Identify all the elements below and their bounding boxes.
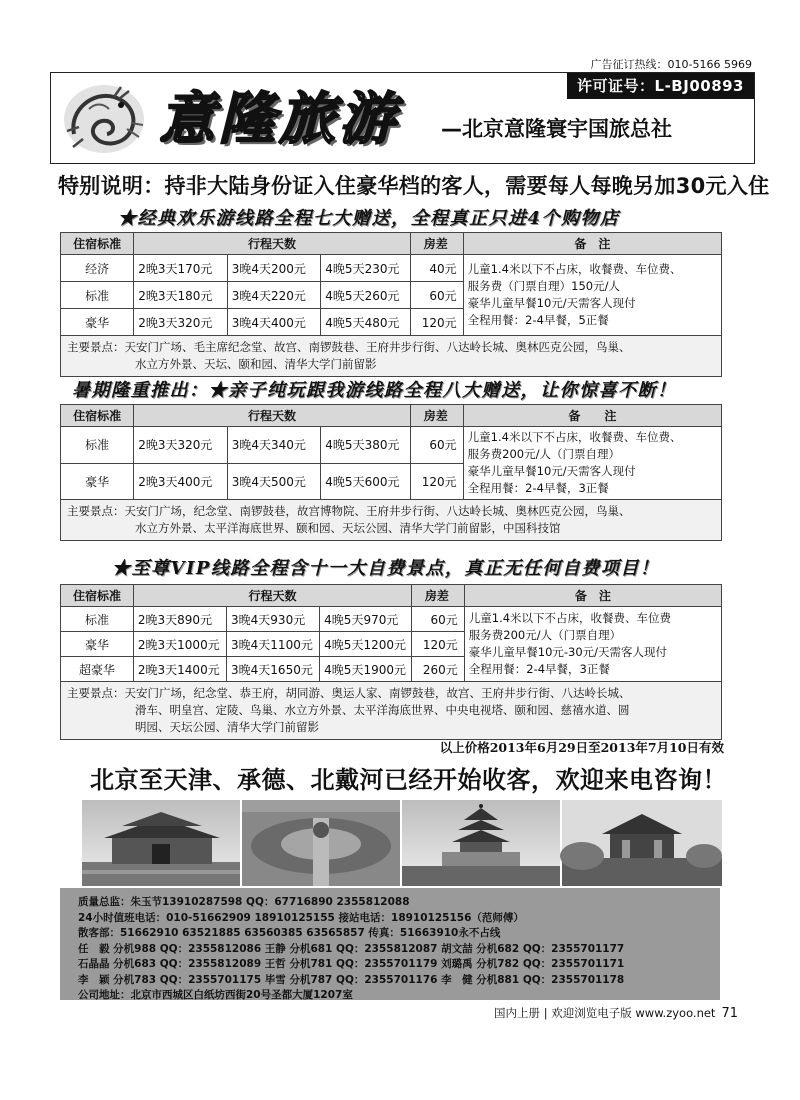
contact-info xyxy=(60,888,720,1000)
sights-row xyxy=(61,682,722,740)
price-3n4d: 3晚4天340元 xyxy=(227,427,321,464)
route2-table xyxy=(60,404,722,541)
route2-banner: 暑期隆重推出：★亲子纯玩跟我游线路全程八大赠送，让你惊喜不断！ xyxy=(72,380,677,401)
header-standard: 住宿标准 xyxy=(61,585,134,607)
route3-table xyxy=(60,584,722,740)
price-4n5d: 4晚5天230元 xyxy=(321,255,410,282)
price-2n3d: 2晚3天320元 xyxy=(134,427,228,464)
room-diff: 120元 xyxy=(410,463,463,500)
sights-line: 水立方外景、太平洋海底世界、颐和园、天坛公园、清华大学门前留影，中国科技馆 xyxy=(135,521,561,535)
route1-note xyxy=(463,255,721,336)
special-note: 特别说明：持非大陆身份证入住豪华档的客人，需要每人每晚另加30元入住 xyxy=(58,174,770,198)
note-line: 全程用餐：2-4早餐，3正餐 xyxy=(468,662,610,676)
note-line: 豪华儿童早餐10元-30元/天需客人现付 xyxy=(468,645,668,659)
room-diff: 120元 xyxy=(410,309,463,336)
header-standard: 住宿标准 xyxy=(61,405,134,427)
sights-line: 主要景点：天安门广场、毛主席纪念堂、故宫、南锣鼓巷、王府井步行街、八达岭长城、奥林匹克公园，鸟巢、 xyxy=(67,340,631,354)
row-standard: 超豪华 xyxy=(61,657,134,682)
route3-sights xyxy=(61,682,722,740)
room-diff: 40元 xyxy=(410,255,463,282)
room-diff: 120元 xyxy=(412,632,465,657)
header-days: 行程天数 xyxy=(134,233,411,255)
sights-line: 主要景点：天安门广场，纪念堂、恭王府，胡同游、奥运人家、南锣鼓巷，故宫、王府井步行街、八达岭长城、 xyxy=(67,686,631,700)
route2-note xyxy=(463,427,721,500)
footer xyxy=(494,1005,738,1021)
price-4n5d: 4晚5天260元 xyxy=(321,282,410,309)
company-address: 公司地址：北京市西城区白纸坊西街20号圣都大厦1207室 xyxy=(78,989,353,1001)
price-4n5d: 4晚5天1900元 xyxy=(320,657,412,682)
sights-line: 主要景点：天安门广场，纪念堂、南锣鼓巷，故宫博物院、王府井步行街、八达岭长城、奥林匹克公园，鸟巢、 xyxy=(67,504,631,518)
table-header-row xyxy=(61,585,722,607)
note-line: 豪华儿童早餐10元/天需客人现付 xyxy=(467,296,636,310)
price-3n4d: 3晚4天200元 xyxy=(227,255,321,282)
price-validity: 以上价格2013年6月29日至2013年7月10日有效 xyxy=(439,740,724,755)
license-number: 许可证号：L-BJ00893 xyxy=(567,73,754,99)
table-header-row xyxy=(61,405,722,427)
note-line: 服务费200元/人（门票自理） xyxy=(468,628,622,642)
header-note: 备 注 xyxy=(463,233,721,255)
room-diff: 60元 xyxy=(410,427,463,464)
table-row xyxy=(61,427,722,464)
header xyxy=(50,72,755,164)
note-line: 全程用餐：2-4早餐，3正餐 xyxy=(467,481,609,495)
room-diff: 60元 xyxy=(412,607,465,632)
contact-line: 石晶晶 分机683 QQ：2355812089 王哲 分机781 QQ：2355701179 刘璐禹 分机782 QQ：2355701171 xyxy=(78,958,625,970)
header-days: 行程天数 xyxy=(134,405,411,427)
header-note: 备 注 xyxy=(463,405,721,427)
price-3n4d: 3晚4天1100元 xyxy=(227,632,320,657)
ad-hotline: 广告征订热线：010-5166 5969 xyxy=(590,58,752,71)
row-standard: 标准 xyxy=(61,427,134,464)
price-2n3d: 2晚3天400元 xyxy=(134,463,228,500)
note-line: 服务费（门票自理）150元/人 xyxy=(467,279,620,293)
page-number: 71 xyxy=(721,1006,738,1021)
room-diff: 260元 xyxy=(412,657,465,682)
row-standard: 豪华 xyxy=(61,463,134,500)
price-4n5d: 4晚5天380元 xyxy=(321,427,410,464)
cities-announcement: 北京至天津、承德、北戴河已经开始收客，欢迎来电咨询！ xyxy=(90,765,727,794)
route2-sights xyxy=(61,500,722,541)
photo-strip xyxy=(82,800,722,886)
row-standard: 豪华 xyxy=(61,632,134,657)
sights-line: 明园、天坛公园、清华大学门前留影 xyxy=(135,720,319,734)
note-line: 全程用餐：2-4早餐，5正餐 xyxy=(467,313,609,327)
dragon-icon xyxy=(59,79,149,159)
temple-aerial-photo xyxy=(242,800,400,886)
tiananmen-photo xyxy=(82,800,240,886)
row-standard: 豪华 xyxy=(61,309,134,336)
price-2n3d: 2晚3天890元 xyxy=(133,607,226,632)
price-2n3d: 2晚3天1000元 xyxy=(133,632,226,657)
row-standard: 标准 xyxy=(61,282,134,309)
table-row xyxy=(61,255,722,282)
contact-line: 散客部：51662910 63521885 63560385 63565857 传真：51663910永不占线 xyxy=(78,927,501,939)
price-2n3d: 2晚3天320元 xyxy=(134,309,228,336)
price-3n4d: 3晚4天930元 xyxy=(227,607,320,632)
header-diff: 房差 xyxy=(410,405,463,427)
route1-table xyxy=(60,232,722,377)
table-header-row xyxy=(61,233,722,255)
sights-row xyxy=(61,336,722,377)
route1-banner: ★经典欢乐游线路全程七大赠送，全程真正只进4个购物店 xyxy=(118,208,620,229)
price-4n5d: 4晚5天480元 xyxy=(321,309,410,336)
contact-line: 质量总监：朱玉节13910287598 QQ：67716890 2355812088 xyxy=(78,896,410,908)
contact-line: 李 颖 分机783 QQ：2355701175 毕雪 分机787 QQ：2355701176 李 健 分机881 QQ：2355701178 xyxy=(78,973,625,986)
sights-line: 滑车、明皇宫、定陵、鸟巢、水立方外景、太平洋海底世界、中央电视塔、颐和园、慈禧水道、圆 xyxy=(135,703,630,717)
price-2n3d: 2晚3天180元 xyxy=(134,282,228,309)
price-3n4d: 3晚4天1650元 xyxy=(227,657,320,682)
company-name: —北京意隆寰宇国旅总社 xyxy=(441,117,672,141)
pavilion-photo xyxy=(560,800,722,886)
price-3n4d: 3晚4天400元 xyxy=(227,309,321,336)
temple-of-heaven-photo xyxy=(402,800,560,886)
table-row xyxy=(61,607,722,632)
room-diff: 60元 xyxy=(410,282,463,309)
price-2n3d: 2晚3天170元 xyxy=(134,255,228,282)
note-line: 儿童1.4米以下不占床，收餐费、车位费、 xyxy=(467,430,682,444)
note-line: 服务费200元/人（门票自理） xyxy=(467,447,620,461)
price-2n3d: 2晚3天1400元 xyxy=(133,657,226,682)
header-days: 行程天数 xyxy=(133,585,411,607)
header-diff: 房差 xyxy=(412,585,465,607)
contact-line: 任 毅 分机988 QQ：2355812086 王静 分机681 QQ：2355812087 胡文喆 分机682 QQ：2355701177 xyxy=(78,942,625,955)
price-4n5d: 4晚5天600元 xyxy=(321,463,410,500)
row-standard: 经济 xyxy=(61,255,134,282)
row-standard: 标准 xyxy=(61,607,134,632)
price-3n4d: 3晚4天500元 xyxy=(227,463,321,500)
header-note: 备 注 xyxy=(464,585,721,607)
note-line: 儿童1.4米以下不占床，收餐费、车位费 xyxy=(468,611,672,625)
route3-note xyxy=(464,607,721,682)
route3-banner: ★至尊VIP线路全程含十一大自费景点，真正无任何自费项目！ xyxy=(112,558,660,579)
price-3n4d: 3晚4天220元 xyxy=(227,282,321,309)
header-standard: 住宿标准 xyxy=(61,233,134,255)
brand-name: 意隆旅游 xyxy=(159,86,399,152)
route1-sights xyxy=(61,336,722,377)
header-diff: 房差 xyxy=(410,233,463,255)
sights-row xyxy=(61,500,722,541)
contact-line: 24小时值班电话：010-51662909 18910125155 接站电话：18910125156（范师傅） xyxy=(78,911,524,924)
note-line: 豪华儿童早餐10元/天需客人现付 xyxy=(467,464,636,478)
note-line: 儿童1.4米以下不占床，收餐费、车位费、 xyxy=(467,262,682,276)
sights-line: 水立方外景、天坛、颐和园、清华大学门前留影 xyxy=(135,357,377,371)
footer-text: 国内上册 | 欢迎浏览电子版 www.zyoo.net xyxy=(494,1006,716,1020)
price-4n5d: 4晚5天970元 xyxy=(320,607,412,632)
price-4n5d: 4晚5天1200元 xyxy=(320,632,412,657)
